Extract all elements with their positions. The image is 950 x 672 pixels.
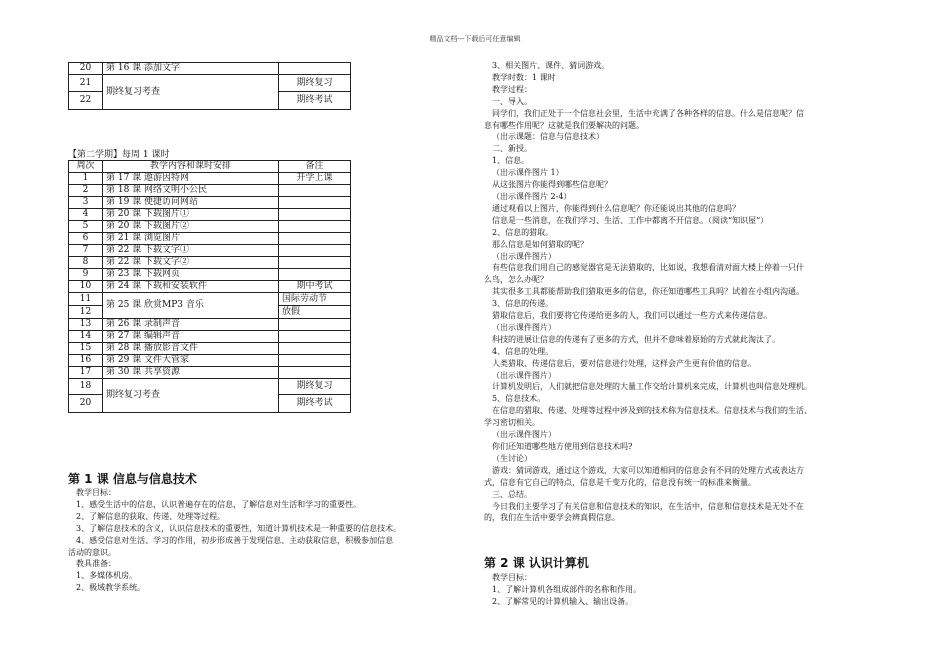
text-line: （出示课件图片） [492, 430, 556, 440]
week-cell: 7 [69, 245, 103, 257]
table-row [69, 185, 351, 197]
content-cell: 第 20 课 下载图片① [103, 209, 279, 221]
content-cell: 第 22 课 下载文字① [103, 245, 279, 257]
text-line: 3、了解信息技术的含义，认识信息技术的重要性，知道计算机技术是一种重要的信息技术。 [76, 523, 402, 533]
note-cell: 开学上课 [279, 173, 351, 185]
text-line: 2、信息的猎取。 [492, 227, 554, 237]
note-cell [279, 197, 351, 209]
week-cell: 10 [69, 281, 103, 293]
text-line: 教学目标： [492, 573, 532, 582]
header-content: 教学内容和课时安排 [103, 161, 279, 173]
week-cell: 2 [69, 185, 103, 197]
note-cell [279, 269, 351, 281]
text-line: 三、总结。 [492, 489, 532, 499]
table-header-row [69, 161, 351, 173]
text-line: 教具准备： [76, 559, 116, 569]
week-cell: 1 [69, 173, 103, 185]
text-line: 教学过程： [492, 84, 532, 94]
note-cell [279, 245, 351, 257]
lesson1-body [68, 487, 468, 594]
table-row [69, 63, 351, 75]
note-cell: 期终复习 [279, 75, 351, 92]
lesson2-body [484, 572, 894, 608]
text-line: 你们还知道哪些地方使用到信息技术吗? [492, 442, 633, 451]
table-row [69, 245, 351, 257]
semester1-schedule-table [68, 62, 351, 110]
note-cell [279, 355, 351, 367]
table-row [69, 331, 351, 343]
content-cell: 第 18 课 网络文明小公民 [103, 185, 279, 197]
text-line: 活动的意识。 [68, 547, 116, 557]
content-cell: 期终复习考查 [103, 75, 279, 110]
header-week: 周次 [69, 161, 103, 173]
content-cell: 第 28 课 播放影音文件 [103, 343, 279, 355]
table-row [69, 319, 351, 331]
text-line: （生讨论） [492, 453, 532, 463]
lesson1-title: 第 1 课 信息与信息技术 [68, 472, 197, 486]
text-line: 从这张图片你能得到哪些信息呢？ [492, 180, 612, 190]
table-row [69, 197, 351, 209]
text-line: 猎取信息后，我们要将它传递给更多的人，我们可以通过一些方式来传递信息。 [492, 311, 772, 321]
text-line: 3、信息的传递。 [492, 299, 554, 309]
content-cell: 第 23 课 下载网页 [103, 269, 279, 281]
week-cell: 14 [69, 331, 103, 343]
text-line: （出示课件图片 2-4） [492, 191, 572, 201]
text-line: 一、导入。 [492, 96, 532, 106]
note-cell: 国际劳动节 [279, 293, 351, 306]
content-cell: 第 26 课 录制声音 [103, 319, 279, 331]
text-line: 4、感受信息对生活、学习的作用，初步形成善于发现信息、主动获取信息，积极参加信息 [76, 535, 394, 545]
week-cell: 5 [69, 221, 103, 233]
content-cell: 第 16 课 添加文字 [103, 63, 279, 75]
text-line: 2、了解信息的获取、传递、处理等过程。 [76, 511, 226, 521]
text-line: 同学们，我们正处于一个信息社会里，生活中充满了各种各样的信息。什么是信息呢？信 [492, 108, 804, 118]
content-cell: 第 29 课 文件大管家 [103, 355, 279, 367]
content-cell: 第 17 课 遨游因特网 [103, 173, 279, 185]
table-row [69, 233, 351, 245]
semester2-schedule-table [68, 160, 351, 413]
note-cell [279, 63, 351, 75]
text-line: （出示课件图片） [492, 370, 556, 380]
text-line: 今日我们主要学习了有关信息和信息技术的知识，在生活中，信息和信息技术是无处不在 [492, 501, 804, 511]
text-line: 人类猎取、传递信息后，要对信息进行处理，这样会产生更有价值的信息。 [492, 358, 756, 368]
note-cell [279, 233, 351, 245]
note-cell [279, 343, 351, 355]
table-row [69, 355, 351, 367]
text-line: 息有哪些作用呢？这就是我们要解决的问题。 [484, 120, 644, 130]
text-line: 1、信息。 [492, 156, 530, 166]
week-cell: 4 [69, 209, 103, 221]
text-line: 游戏：猜词游戏，通过这个游戏，大家可以知道相同的信息会有不同的处理方式或表达方 [492, 465, 804, 475]
note-cell [279, 221, 351, 233]
text-line: 那么信息是如何猎取的呢？ [492, 239, 588, 249]
table-row [69, 75, 351, 92]
text-line: （出示课题：信息与信息技术） [492, 132, 604, 142]
text-line: 其实很多工具都能帮助我们猎取更多的信息，你还知道哪些工具吗？试着在小组内沟通。 [492, 287, 804, 297]
lesson2-title: 第 2 课 认识计算机 [484, 556, 589, 570]
text-line: 计算机发明后，人们就把信息处理的大量工作交给计算机来完成，计算机也叫信息处理机。 [492, 382, 812, 392]
text-line: 的，我们在生活中要学会辨真假信息。 [484, 513, 620, 523]
text-line: 式，信息有它自己的特点，信息是千变万化的，信息没有统一的标准来衡量。 [484, 477, 756, 487]
week-cell: 18 [69, 379, 103, 395]
table-row [69, 379, 351, 395]
week-cell: 13 [69, 319, 103, 331]
text-line: 科技的进展让信息的传递有了更多的方式，但并不意味着原始的方式就此淘汰了。 [492, 334, 780, 344]
note-cell [279, 367, 351, 379]
table-row [69, 343, 351, 355]
week-cell: 15 [69, 343, 103, 355]
week-cell: 8 [69, 257, 103, 269]
note-cell [279, 209, 351, 221]
note-cell: 期终考试 [279, 92, 351, 110]
note-cell [279, 257, 351, 269]
week-cell: 6 [69, 233, 103, 245]
page-header: 精品文档---下载后可任意编辑 [429, 35, 521, 43]
table-row [69, 293, 351, 306]
content-cell: 第 19 课 便捷访问网站 [103, 197, 279, 209]
table-row [69, 173, 351, 185]
table-row [69, 367, 351, 379]
week-cell: 12 [69, 306, 103, 319]
week-cell: 21 [69, 75, 103, 92]
week-cell: 9 [69, 269, 103, 281]
week-cell: 16 [69, 355, 103, 367]
text-line: 有些信息我们用自己的感觉器官是无法猎取的，比如说，我想看清对面大楼上停着一只什 [492, 263, 804, 273]
text-line: 1、多媒体机房。 [76, 571, 138, 581]
table-row [69, 281, 351, 293]
week-cell: 20 [69, 395, 103, 413]
text-line: 通过观看以上图片，你能得到什么信息呢？你还能说出其他的信息吗？ [492, 203, 740, 213]
table-row [69, 221, 351, 233]
week-cell: 11 [69, 293, 103, 306]
text-line: 信息是一些消息，在我们学习、生活、工作中都离不开信息。（阅读“知识屋”） [492, 215, 769, 225]
note-cell: 期中考试 [279, 281, 351, 293]
week-cell: 22 [69, 92, 103, 110]
content-cell: 第 25 课 欣赏MP3 音乐 [103, 293, 279, 319]
content-cell: 第 20 课 下载图片② [103, 221, 279, 233]
table-row [69, 257, 351, 269]
note-cell: 期终复习 [279, 379, 351, 395]
content-cell: 第 21 课 浏览图片 [103, 233, 279, 245]
text-line: （出示课件图片 1） [492, 168, 564, 178]
text-line: 教学时数：1 课时 [492, 72, 556, 82]
text-line: 5、信息技术。 [492, 394, 546, 404]
content-cell: 第 24 课 下载和安装软件 [103, 281, 279, 293]
text-line: 4、信息的处理。 [492, 346, 554, 356]
text-line: （出示课件图片） [492, 322, 556, 332]
note-cell [279, 331, 351, 343]
table-row [69, 209, 351, 221]
text-line: 教学目标： [76, 488, 116, 497]
content-cell: 期终复习考查 [103, 379, 279, 413]
text-line: 学习密切相关。 [484, 418, 540, 428]
lesson1-process [484, 60, 894, 524]
text-line: 在信息的猎取、传递、处理等过程中涉及到的技术称为信息技术。信息技术与我们的生活、 [492, 406, 812, 416]
note-cell: 期终考试 [279, 395, 351, 413]
text-line: 么鸟，怎么办呢？ [484, 275, 548, 285]
table-row [69, 269, 351, 281]
text-line: 二、新授。 [492, 144, 532, 154]
note-cell [279, 185, 351, 197]
text-line: 2、了解常见的计算机输入、输出设备。 [492, 596, 634, 606]
content-cell: 第 22 课 下载文字② [103, 257, 279, 269]
header-note: 备注 [279, 161, 351, 173]
text-line: 3、相关图片、课件、猜词游戏。 [492, 61, 610, 70]
week-cell: 3 [69, 197, 103, 209]
note-cell [279, 319, 351, 331]
week-cell: 20 [69, 63, 103, 75]
text-line: 1、了解计算机各组成部件的名称和作用。 [492, 584, 642, 594]
content-cell: 第 30 课 共享资源 [103, 367, 279, 379]
text-line: 2、极域教学系统。 [76, 583, 146, 593]
text-line: 1、感受生活中的信息，认识普遍存在的信息，了解信息对生活和学习的重要性。 [76, 499, 362, 509]
week-cell: 17 [69, 367, 103, 379]
semester2-label: 【第二学期】每周 1 课时 [68, 150, 170, 160]
content-cell: 第 27 课 编辑声音 [103, 331, 279, 343]
text-line: （出示课件图片） [492, 251, 556, 261]
note-cell: 放假 [279, 306, 351, 319]
